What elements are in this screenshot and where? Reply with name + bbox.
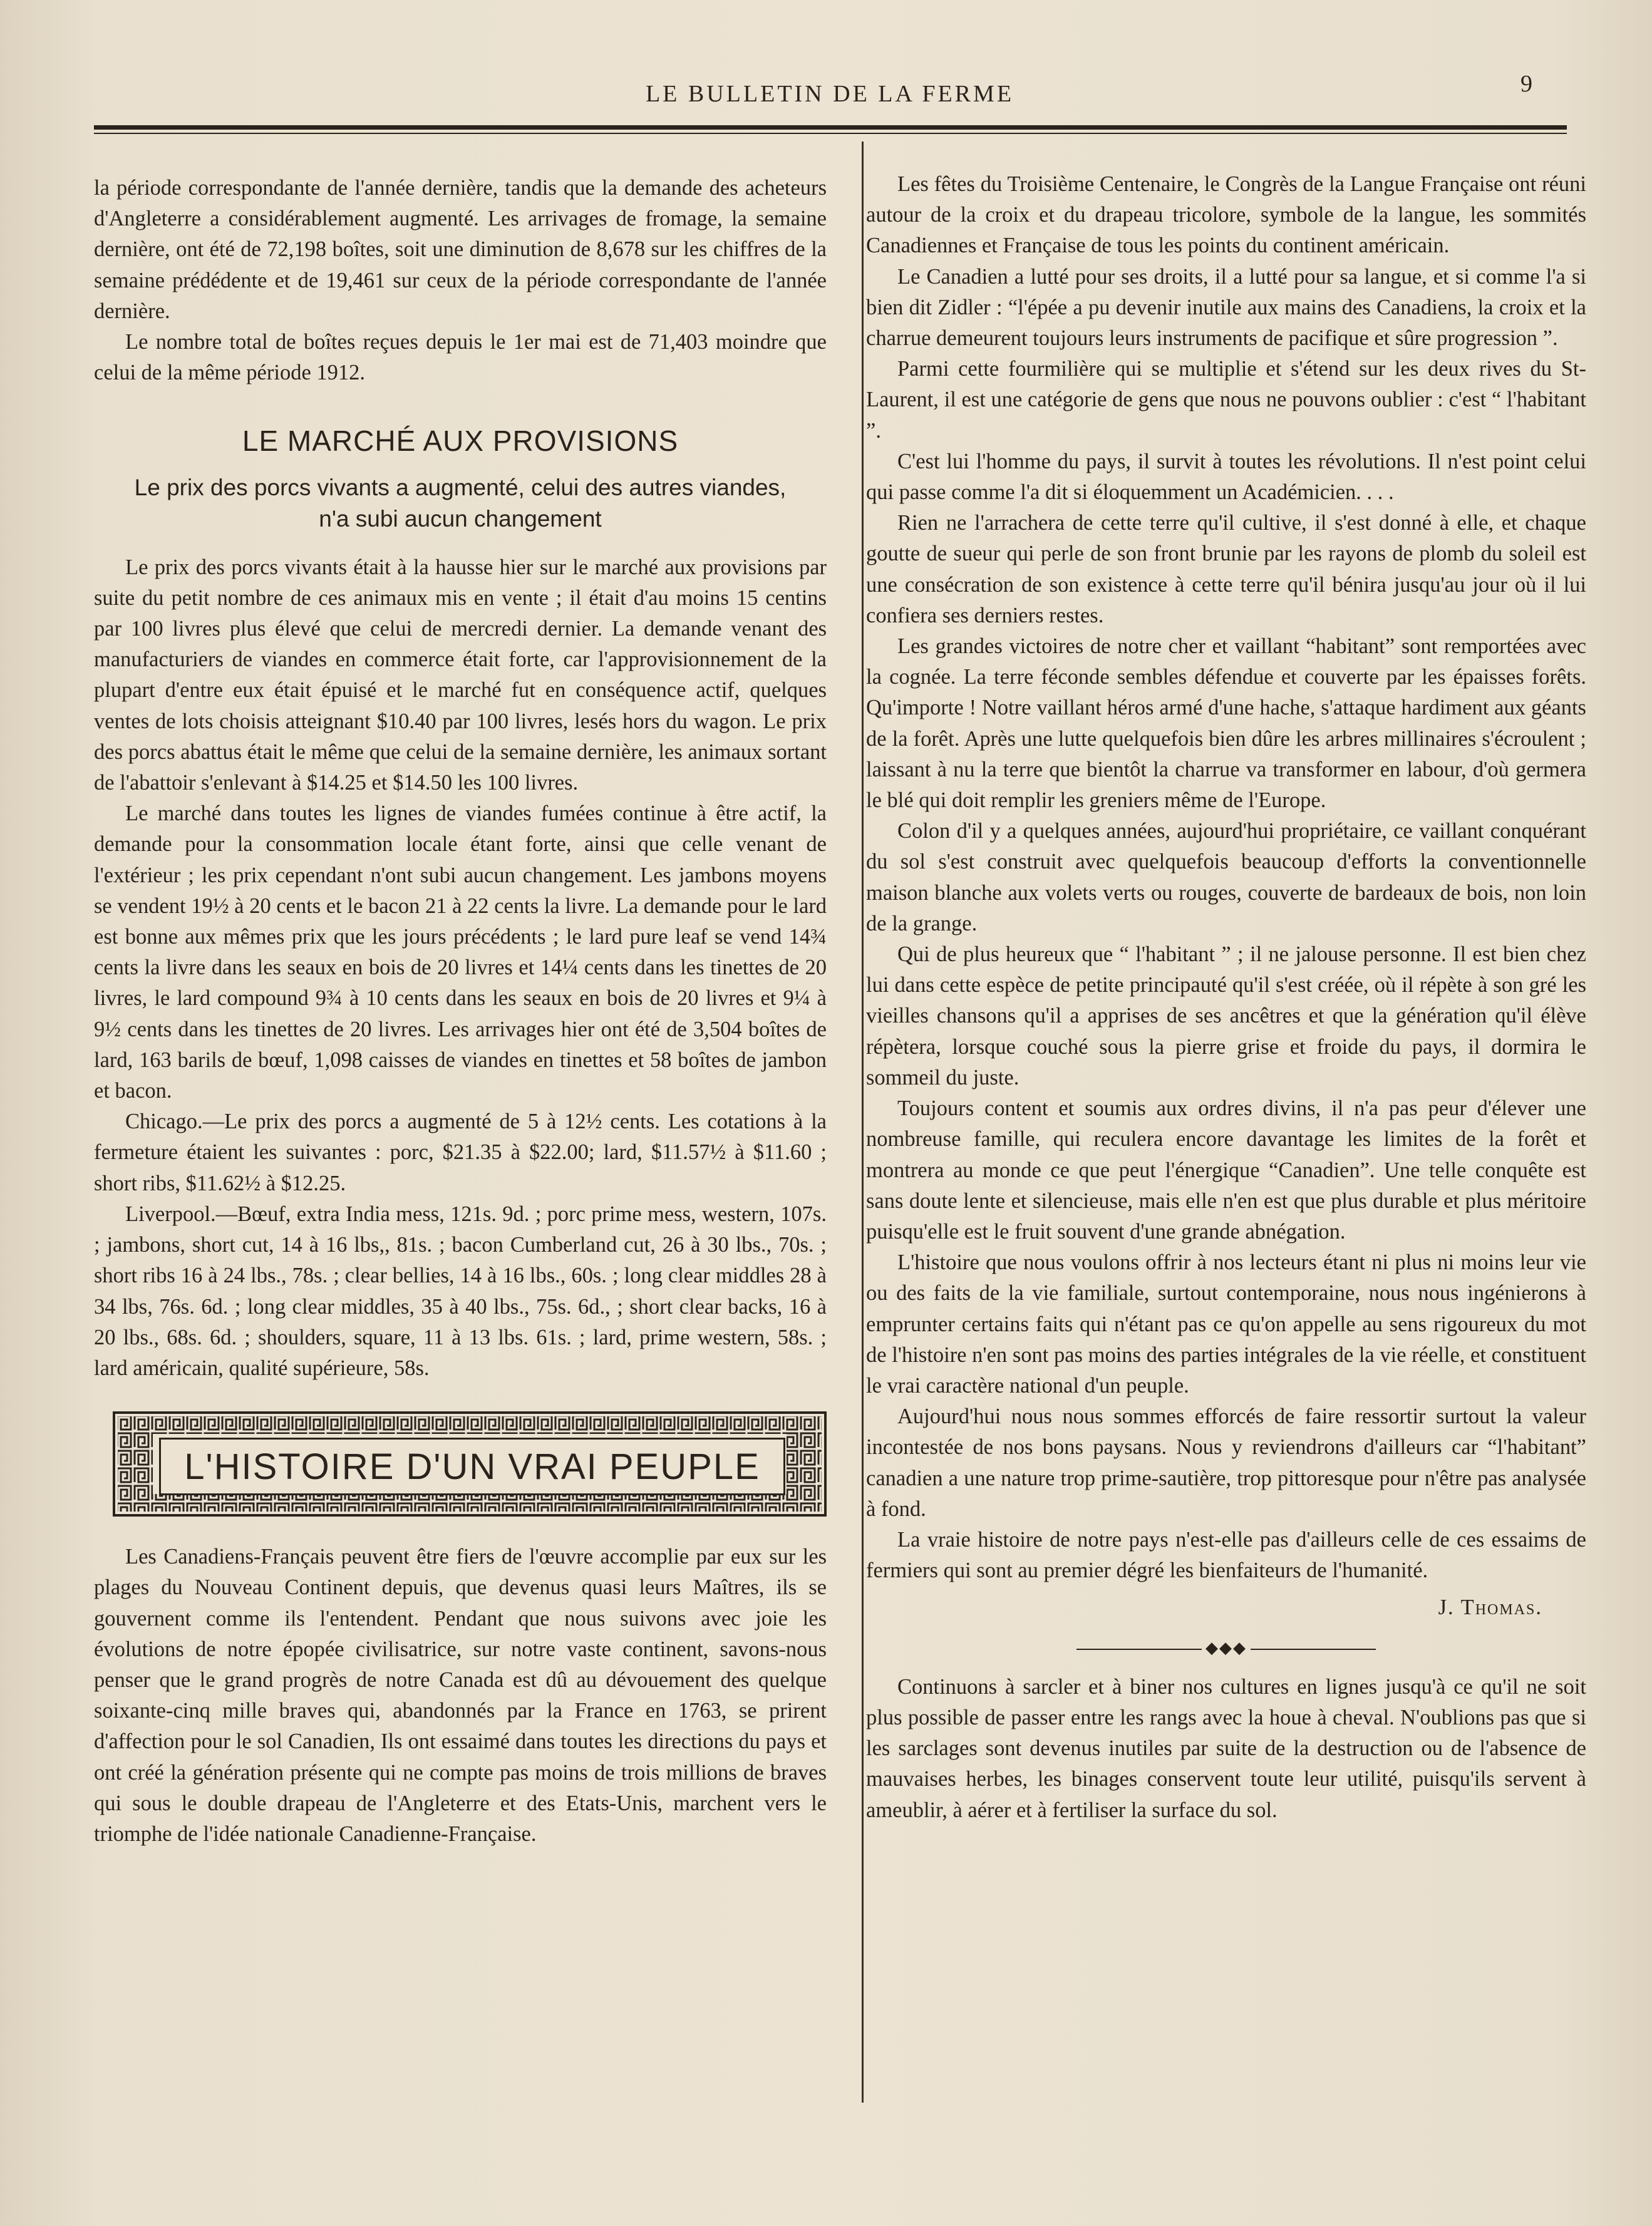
running-title: LE BULLETIN DE LA FERME [645,81,1014,107]
left-column [94,173,827,1850]
page-number: 9 [1520,71,1532,97]
article-paragraph: Chicago.—Le prix des porcs a augmenté de 5 à 12½ cents. Les cotations à la fermeture étaient les suivantes : porc, $21.35 à $22.00; lard, $11.57½ à $11.60 ; short ribs, $11.62½ à $12.25. [94,1110,827,1195]
article-paragraph: Le prix des porcs vivants était à la hausse hier sur le marché aux provisions par suite du petit nombre de ces animaux mis en vente ; il était d'au moins 15 centins par 100 livres plus élevé que celui de mercredi dernier. La demande venant des manufacturiers de viandes en commerce était forte, car l'approvisionnement de la plupart d'entre eux était épuisé et le marché fut en conséquence actif, quelques ventes de lots choisis atteignant $10.40 par 100 livres, lesés hors du wagon. Le prix des porcs abattus était le même que celui de la semaine dernière, les animaux sortant de l'abattoir s'enlevant à $14.25 et $14.50 les 100 livres. [94,555,827,795]
article-paragraph: Liverpool.—Bœuf, extra India mess, 121s. 9d. ; porc prime mess, western, 107s. ; jambons, short cut, 14 à 16 lbs,, 81s. ; bacon Cumberland cut, 26 à 30 lbs., 70s. ; short ribs 16 à 24 lbs., 78s. ; clear bellies, 14 à 16 lbs., 60s. ; long clear middles 28 à 34 lbs, 76s. 6d. ; long clear middles, 35 à 40 lbs., 75s. 6d., ; short clear backs, 16 à 20 lbs., 68s. 6d. ; shoulders, square, 11 à 13 lbs. 61s. ; lard, prime western, 58s. ; lard américain, qualité supérieure, 58s. [94,1202,827,1380]
article-paragraph: Les fêtes du Troisième Centenaire, le Congrès de la Langue Française ont réuni autour de la croix et du drapeau tricolore, symbole de la langue, les sommités Canadiennes et Française de tous les points du continent américain. [866,172,1586,258]
right-column [866,169,1586,1826]
article-paragraph: C'est lui l'homme du pays, il survit à toutes les révolutions. Il n'est point celui qui passe comme l'a dit si éloquemment un Académicien. . . . [866,449,1586,505]
header-rule-thin [94,133,1567,134]
section-subheading-provisions: Le prix des porcs vivants a augmenté, celui des autres viandes, n'a subi aucun changement [134,474,787,532]
article-paragraph: Rien ne l'arrachera de cette terre qu'il cultive, il s'est donné à elle, et chaque goutte de sueur qui perle de son front brunie par les rayons de plomb du soleil est une consécration de son existence à cette terre qu'il bénira jusqu'au jour où il lui confiera ses derniers restes. [866,511,1586,627]
article-paragraph: Qui de plus heureux que “ l'habitant ” ; il ne jalouse personne. Il est bien chez lui dans cette espèce de petite principauté qu'il s'est créée, où il répète à son gré les vieilles chansons qu'il a apprises de ses ancêtres et que la génération qu'il élève répètera, lorsque couché sous la pierre grise et froide du pays, il dormira le sommeil du juste. [866,942,1586,1090]
author-signature: J. Thomas. [1438,1595,1542,1620]
banner-title-box [159,1438,785,1495]
ornamental-divider: ◆◆◆ [866,1632,1586,1663]
article-paragraph: Aujourd'hui nous nous sommes efforcés de faire ressortir surtout la valeur incontestée de nos bons paysans. Nous y reviendrons d'ailleurs car “l'habitant” canadien a une nature trop prime-sautière, trop pittoresque pour n'être pas analysée à fond. [866,1404,1586,1521]
article-paragraph: L'histoire que nous voulons offrir à nos lecteurs étant ni plus ni moins leur vie ou des faits de la vie familiale, surtout contemporaine, nous nous ingénierons à emprunter certains faits qui n'étant pas ce qu'on appelle au sens rigoureux du mot de l'histoire n'en sont pas moins des parties intégrales de la vie réelle, et constituent le vrai caractère national d'un peuple. [866,1250,1586,1398]
article-paragraph: Le nombre total de boîtes reçues depuis le 1er mai est de 71,403 moindre que celui de la même période 1912. [94,330,827,385]
article-paragraph: Colon d'il y a quelques années, aujourd'hui propriétaire, ce vaillant conquérant du sol s'est construit avec quelquefois beaucoup d'efforts la conventionnelle maison blanche aux volets verts ou rouges, couverte de bardeaux de bois, non loin de la grange. [866,819,1586,935]
section-heading-histoire: L'HISTOIRE D'UN VRAI PEUPLE [184,1446,760,1487]
section-heading-provisions: LE MARCHÉ AUX PROVISIONS [242,425,679,458]
article-paragraph: Parmi cette fourmilière qui se multiplie et s'étend sur les deux rives du St-Laurent, il est une catégorie de gens que nous ne pouvons oublier : c'est “ l'habitant ”. [866,357,1586,443]
article-paragraph: Le marché dans toutes les lignes de viandes fumées continue à être actif, la demande pour la consommation locale étant forte, ainsi que celle venant de l'extérieur ; les prix cependant n'ont subi aucun changement. Les jambons moyens se vendent 19½ à 20 cents et le bacon 21 à 22 cents la livre. La demande pour le lard est bonne aux mêmes prix que les jours précédents ; le lard pure leaf se vend 14¾ cents la livre dans les seaux en bois de 20 livres et 14¼ cents dans les tinettes de 20 livres, le lard compound 9¾ à 10 cents dans les seaux en bois de 20 livres et 9¼ à 9½ cents dans les tinettes de 20 livres. Les arrivages hier ont été de 3,504 boîtes de lard, 163 barils de bœuf, 1,098 caisses de viandes en tinettes et 58 boîtes de jambon et bacon. [94,801,827,1103]
article-paragraph: la période correspondante de l'année dernière, tandis que la demande des acheteurs d'Angleterre a considérablement augmenté. Les arrivages de fromage, la semaine dernière, ont été de 72,198 boîtes, soit une diminution de 8,678 sur les chiffres de la semaine prédédente et de 19,461 sur ceux de la période correspondante de l'année dernière. [94,176,827,323]
article-paragraph: Le Canadien a lutté pour ses droits, il a lutté pour sa langue, et si comme l'a si bien dit Zidler : “l'épée a pu devenir inutile aux mains des Canadiens, la croix et la charrue demeurent toujours leurs instruments de pacifique et sûre progression ”. [866,264,1586,351]
header-rule [94,125,1567,130]
article-paragraph: Les Canadiens-Français peuvent être fiers de l'œuvre accomplie par eux sur les plages du Nouveau Continent depuis, que devenus quasi leurs Maîtres, ils se gouvernent comme ils l'entendent. Pendant que nous suivons avec joie les évolutions de notre épopée civilisatrice, sur notre vaste continent, savons-nous penser que le grand progrès de notre Canada est dû au dévouement des quelque soixante-cinq mille braves qui, abandonnés par la France en 1763, se prirent d'affection pour le sol Canadien, Ils ont essaimé dans toutes les directions du pays et ont créé la génération présente qui ne compte pas moins de trois millions de braves qui sous le double drapeau de l'Angleterre et des Etats-Unis, marchent vers le triomphe de l'idée nationale Canadienne-Française. [94,1545,827,1846]
closing-note: Continuons à sarcler et à biner nos cultures en lignes jusqu'à ce qu'il ne soit plus possible de passer entre les rangs avec la houe à cheval. N'oublions pas que si les sarclages sont devenus inutiles par suite de la destruction ou de l'absence de mauvaises herbes, les binages conservent toute leur utilité, puisqu'ils servent à ameublir, à aérer et à fertiliser la surface du sol. [866,1674,1586,1822]
article-paragraph: Les grandes victoires de notre cher et vaillant “habitant” sont remportées avec la cognée. La terre féconde sembles défendue et couverte par les épaisses forêts. Qu'importe ! Notre vaillant héros armé d'une hache, s'attaque hardiment aux géants de la forêt. Après une lutte quelquefois bien dûre les arbres millinaires s'écroulent ; laissant à nu la terre que bientôt la charrue va transformer en labour, d'où germera le blé qui doit remplir les greniers même de l'Europe. [866,634,1586,813]
title-banner [113,1411,827,1517]
article-paragraph: La vraie histoire de notre pays n'est-elle pas d'ailleurs celle de ces essaims de fermiers qui sont au premier dégré les bienfaiteurs de l'humanité. [866,1527,1586,1583]
article-paragraph: Toujours content et soumis aux ordres divins, il n'a pas peur d'élever une nombreuse famille, qui reculera encore davantage les limites de la forêt et montrera au monde ce que peut l'énergique “Canadien”. Une telle conquête est sans doute lente et silencieuse, mais elle n'en est que plus durable et plus méritoire puisqu'elle est le fruit souvent d'une grande abnégation. [866,1096,1586,1244]
column-divider [862,142,864,2103]
